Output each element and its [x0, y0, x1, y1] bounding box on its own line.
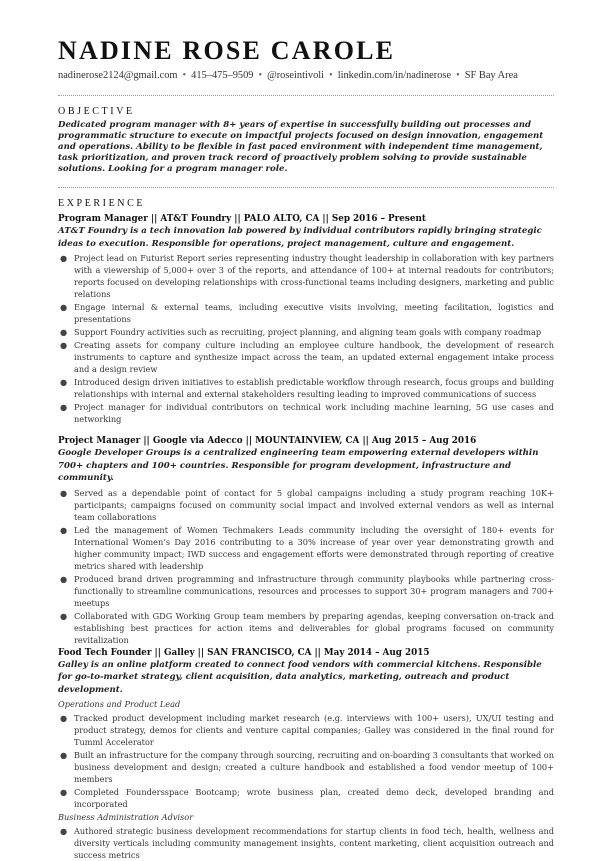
job-entry [58, 647, 554, 861]
job-bullets [58, 825, 554, 861]
contact-handle: @roseintivoli [267, 70, 324, 81]
bullet-text: Introduced design driven initiatives to establish predictable workflow through research, focus groups and building relationships with internal and external stakeholders resulting leading to improved communications of success [74, 377, 554, 399]
bullet-text: Led the management of Women Techmakers Leads community including the oversight of 180+ events for International Women’s Day 2016 contributing to a 30% increase of year over year demonstrating growth and higher community impact; IWD success and engagement efforts were demonstrated through reporting of creative metrics shared with leadership [74, 525, 554, 571]
bullet-icon: ● [60, 712, 67, 724]
bullet-icon: ● [60, 376, 67, 388]
bullet-icon: ● [60, 573, 67, 585]
bullet-item [58, 339, 554, 375]
bullet-icon: ● [60, 252, 67, 264]
role-subheading: Operations and Product Lead [58, 698, 554, 710]
bullet-icon: ● [60, 401, 67, 413]
job-entry [58, 213, 554, 425]
bullet-icon: ● [60, 301, 67, 313]
contact-location: SF Bay Area [465, 70, 518, 81]
section-divider [58, 95, 554, 96]
job-title: Project Manager || Google via Adecco || MOUNTAINVIEW, CA || Aug 2015 – Aug 2016 [58, 435, 554, 447]
bullet-item [58, 487, 554, 523]
bullet-item [58, 524, 554, 572]
contact-line [58, 69, 554, 83]
bullet-icon: ● [60, 786, 67, 798]
candidate-name: NADINE ROSE CAROLE [58, 36, 554, 66]
bullet-item [58, 749, 554, 785]
contact-separator: • [183, 70, 187, 81]
job-entry [58, 435, 554, 646]
contact-separator: • [259, 70, 263, 81]
objective-heading: OBJECTIVE [58, 106, 554, 118]
objective-section [58, 106, 554, 175]
bullet-icon: ● [60, 825, 67, 837]
bullet-item [58, 301, 554, 325]
contact-separator: • [456, 70, 460, 81]
contact-phone: 415–475–9509 [191, 70, 253, 81]
bullet-text: Creating assets for company culture including an employee culture handbook, the development of research instruments to capture and synthesize impact across the team, an updated external engagement intake process and a design review [74, 340, 554, 374]
bullet-text: Built an infrastructure for the company through sourcing, recruiting and on-boarding 3 consultants that worked on business development and design; created a culture handbook and established a food vendor meetup of 100+ members [74, 750, 554, 784]
experience-heading: EXPERIENCE [58, 198, 554, 210]
job-title: Food Tech Founder || Galley || SAN FRANCISCO, CA || May 2014 – Aug 2015 [58, 647, 554, 659]
section-divider [58, 187, 554, 188]
bullet-text: Collaborated with GDG Working Group team members by preparing agendas, keeping conversation on-track and establishing best practices for action items and deliverables for global programs focused on community revitalization [74, 611, 554, 645]
bullet-item [58, 786, 554, 810]
bullet-text: Produced brand driven programming and infrastructure through community playbooks while partnering cross-functionally to streamline communications, resources and processes to support 30+ program managers and 700+ meetups [74, 574, 554, 608]
bullet-text: Support Foundry activities such as recruiting, project planning, and aligning team goals with company roadmap [74, 327, 541, 337]
job-description: Galley is an online platform created to connect food vendors with commercial kitchens. Responsible for go-to-market strategy, client acquisition, data analytics, marketing, outreach and product development. [58, 659, 554, 697]
bullet-item [58, 712, 554, 748]
bullet-item [58, 573, 554, 609]
job-bullets [58, 712, 554, 810]
bullet-text: Served as a dependable point of contact for 5 global campaigns including a study program reaching 10K+ participants; campaigns focused on community social impact and involved external vendors as well as internal team collaborations [74, 488, 554, 522]
job-bullets [58, 252, 554, 425]
bullet-item [58, 401, 554, 425]
bullet-text: Completed Foundersspace Bootcamp; wrote business plan, created demo deck, developed branding and incorporated [74, 787, 554, 809]
contact-linkedin[interactable]: linkedin.com/in/nadinerose [338, 70, 451, 81]
job-description: AT&T Foundry is a tech innovation lab powered by individual contributors rapidly bringing strategic ideas to execution. Responsible for operations, project management, culture and engagement. [58, 225, 554, 250]
bullet-icon: ● [60, 326, 67, 338]
bullet-item [58, 610, 554, 646]
bullet-icon: ● [60, 610, 67, 622]
bullet-item [58, 825, 554, 861]
bullet-item [58, 376, 554, 400]
bullet-text: Authored strategic business development recommendations for startup clients in food tech, health, wellness and diversity verticals including community management insights, content marketing, client acquisition outreach and success metrics [74, 826, 554, 860]
bullet-item [58, 326, 554, 338]
bullet-icon: ● [60, 749, 67, 761]
bullet-text: Engage internal & external teams, including executive visits involving, meeting facilitation, logistics and presentations [74, 302, 554, 324]
bullet-icon: ● [60, 524, 67, 536]
bullet-icon: ● [60, 339, 67, 351]
bullet-item [58, 252, 554, 300]
job-bullets [58, 487, 554, 646]
job-description: Google Developer Groups is a centralized engineering team empowering external developers within 700+ chapters and 100+ countries. Responsible for program development, infrastructure and community. [58, 447, 554, 485]
contact-separator: • [329, 70, 333, 81]
role-subheading: Business Administration Advisor [58, 811, 554, 823]
experience-section [58, 198, 554, 861]
contact-email[interactable]: nadinerose2124@gmail.com [58, 70, 178, 81]
job-title: Program Manager || AT&T Foundry || PALO ALTO, CA || Sep 2016 – Present [58, 213, 554, 225]
bullet-text: Project manager for individual contributors on technical work including machine learning, 5G use cases and networking [74, 402, 554, 424]
objective-text: Dedicated program manager with 8+ years of expertise in successfully building out processes and programmatic structure to execute on impactful projects focused on design innovation, engagement and operations. Ability to be flexible in fast paced environment with independent time management, task prioritization, and proven track record of proactively problem solving to provide sustainable solutions. Looking for a program manager role. [58, 120, 554, 175]
bullet-icon: ● [60, 487, 67, 499]
bullet-text: Tracked product development including market research (e.g. interviews with 100+ users), UX/UI testing and product strategy, demos for clients and venture capital companies; Galley was considered in the final round for Tumml Accelerator [74, 713, 554, 747]
bullet-text: Project lead on Futurist Report series representing industry thought leadership in collaboration with key partners with a viewership of 5,000+ over 3 of the reports, and attendance of 100+ at internal readouts for contributors; reports focused on developing relationships with cross-functional teams including designers, marketing and public relations [74, 253, 554, 299]
